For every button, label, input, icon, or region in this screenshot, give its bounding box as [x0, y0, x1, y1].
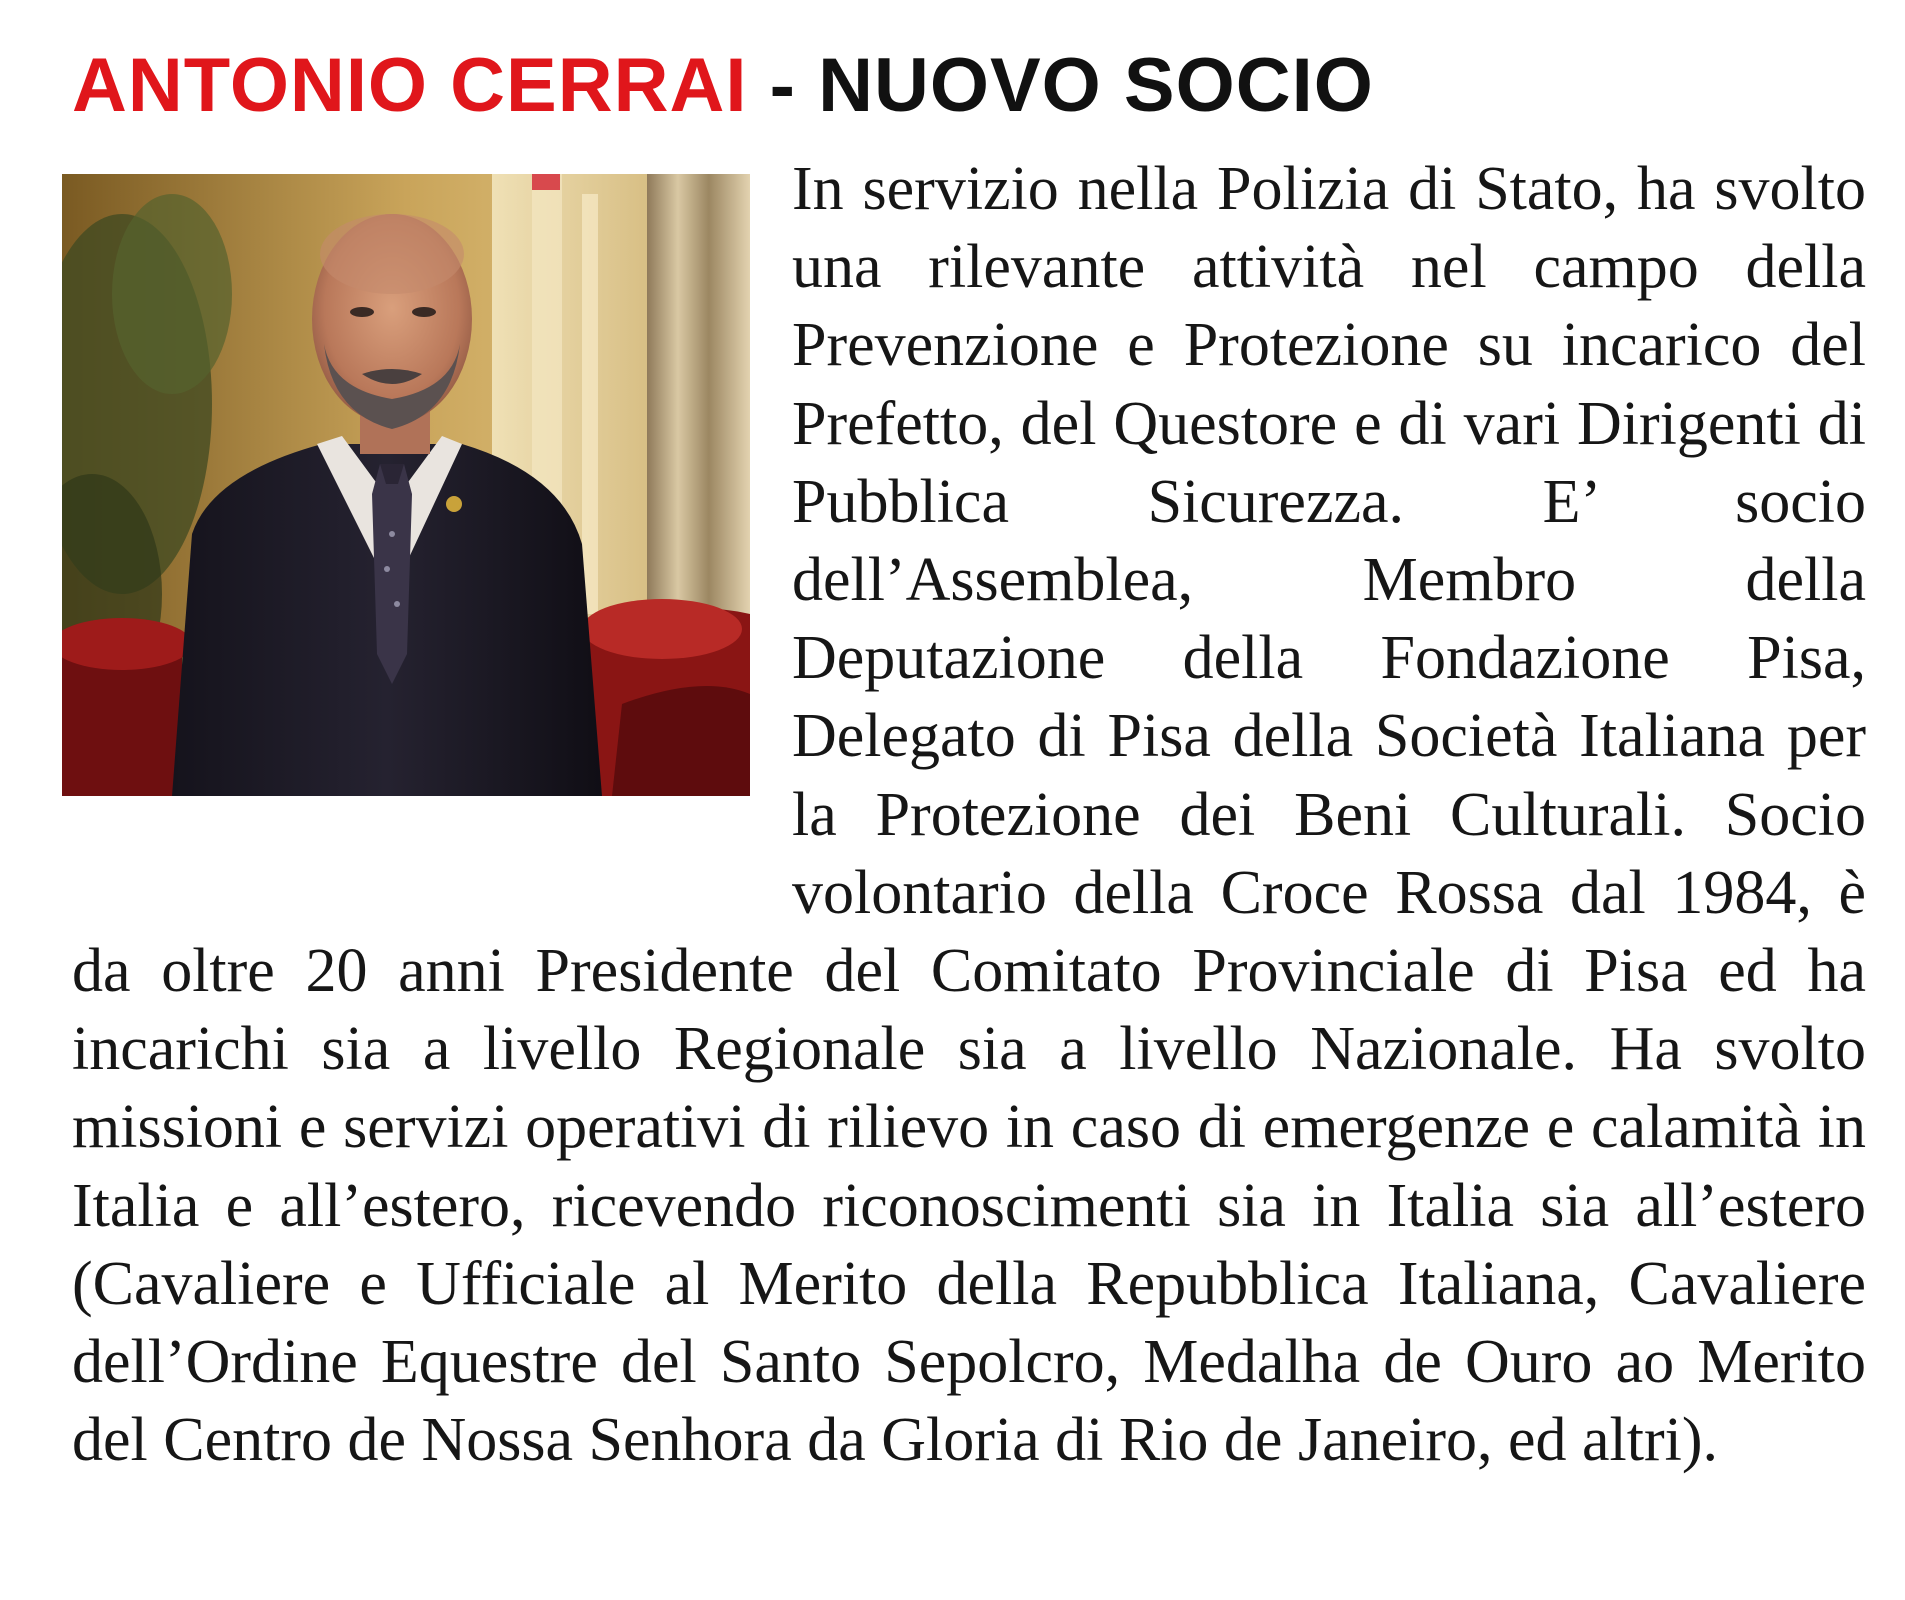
article-text: In servizio nella Polizia di Stato, ha svolto una rilevante attività nel campo della Prevenzione e Protezione su incarico del Prefetto, del Questore e di vari Dirigenti di Pubblica Sicurezza. E’ socio dell’Assemblea, Membro della Deputazione della Fondazione Pisa, Delegato di Pisa della Società Italiana per la Protezione dei Beni Culturali. Socio volontario della Croce Rossa dal 1984, è da oltre 20 anni Presidente del Comitato Provinciale di Pisa ed ha incarichi sia a livello Regionale sia a livello Nazionale. Ha svolto missioni e servizi operativi di rilievo in caso di emergenze e calamità in Italia e all’estero, ricevendo riconoscimenti sia in Italia sia all’estero (Cavaliere e Ufficiale al Merito della Repubblica Italiana, Cavaliere dell’Ordine Equestre del Santo Sepolcro, Medalha de Ouro ao Merito del Centro de Nossa Senhora da Gloria di Rio de Janeiro, ed altri).: [72, 155, 1866, 1475]
article-body: [72, 150, 1866, 1479]
title-separator: -: [769, 43, 796, 128]
member-name: ANTONIO CERRAI: [72, 43, 748, 128]
member-role: NUOVO SOCIO: [818, 43, 1374, 128]
page-title: [72, 38, 1374, 134]
photo-wrap-spacer: [72, 150, 792, 860]
